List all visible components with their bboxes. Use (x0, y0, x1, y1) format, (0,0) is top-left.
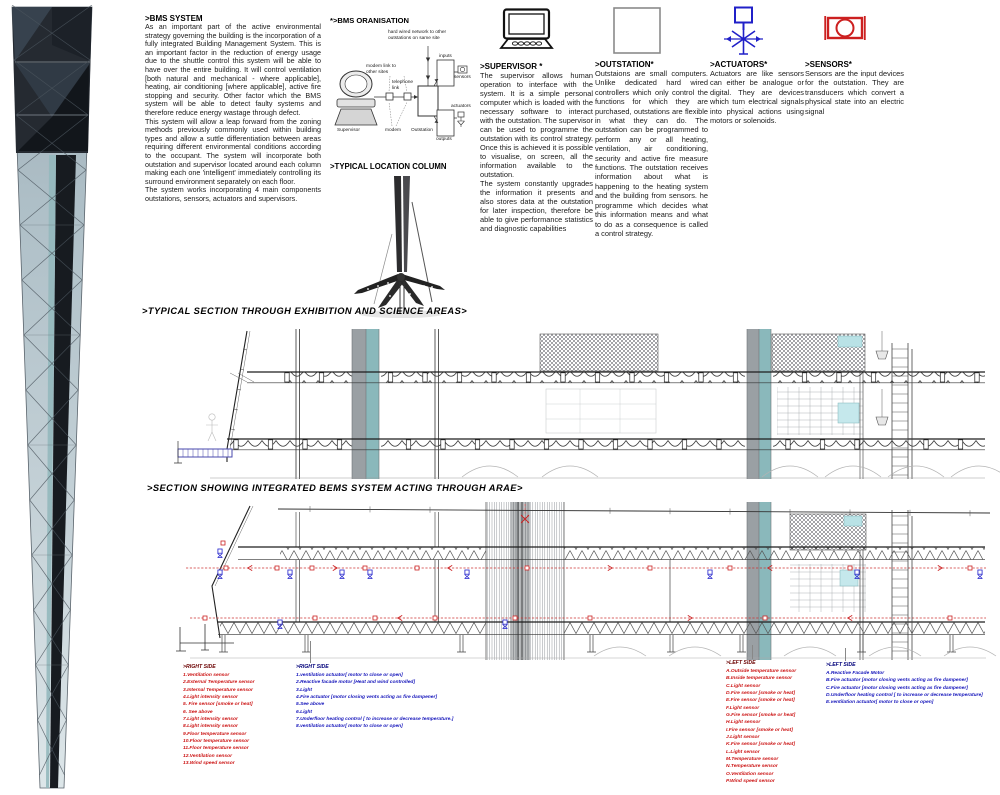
central-core-shaft (486, 502, 564, 660)
legend-item: N.Temperature sensor (726, 764, 778, 770)
legend-item: D.Fire sensor [smoke or heat] (726, 691, 796, 697)
label-inputs: inputs (439, 54, 452, 59)
label-outputs: outputs (436, 137, 452, 142)
outstation-title: >OUTSTATION* (595, 60, 654, 69)
legend-item: J.Light sensor (726, 735, 760, 741)
legend-item: L.Light sensor (726, 749, 760, 755)
outstation-box-icon (613, 7, 662, 55)
label-supervisor: Supervisor (337, 128, 360, 133)
legend-item: 5. Fire sensor [smoke or heat] (183, 702, 253, 708)
legend-leader-line (845, 648, 846, 661)
ceiling-arcs (594, 647, 996, 656)
sensors-paragraph-1: Sensors are the input devices for the outstation. They are transducers which convert a physical state into an electric signal (805, 69, 904, 116)
supervisor-title: >SUPERVISOR * (480, 62, 543, 71)
lower-truss-deck (218, 622, 985, 635)
actuator-valve-icon (722, 6, 766, 58)
bms-system-article (145, 14, 322, 203)
legend-right-actuators-title: >RIGHT SIDE (296, 664, 329, 670)
bms-system-title: >BMS SYSTEM (145, 14, 203, 23)
supervisor-paragraph-1: The supervisor allows human operation to interface with the system. It is a simple personal computer which is loaded with the necessary software to interact with the outstation. The supervisor can be used to programme the outstation with its control strategy. Once this is achieved it is possible to visualise, on screen, all the information available to the outstation. (480, 71, 593, 179)
legend-item: 1.Ventilation sensor (183, 673, 230, 678)
legend-right-sensors-items (183, 672, 255, 767)
sensors-body (805, 69, 904, 116)
bms-organisation-diagram (330, 30, 478, 162)
section-heading-bems: >SECTION SHOWING INTEGRATED BEMS SYSTEM ACTING THROUGH ARAE> (147, 483, 523, 493)
legend-leader-line (752, 645, 753, 659)
legend-item: I.Fire sensor [smoke or heat] (726, 727, 793, 733)
legend-item: P.Wind speed sensor (726, 779, 775, 785)
legend-leader-line (310, 641, 311, 663)
right-edge-louvres (892, 343, 912, 479)
legend-item: 8.ventilation actuator[ motor to close or open] (296, 724, 403, 730)
plant-blocks (540, 334, 865, 435)
legend-right-actuators (296, 664, 453, 731)
legend-left-actuators-title: >LEFT SIDE (826, 662, 856, 668)
section-drawing-exhibition (150, 329, 1000, 479)
legend-item: 1.ventilation actuator[ motor to close or open] (296, 673, 403, 678)
legend-item: O.Ventilation sensor (726, 771, 774, 777)
actuators-title: >ACTUATORS* (710, 60, 768, 69)
label-modem-link: modem link to other sites (366, 64, 396, 75)
bms-paragraph-1: As an important part of the active environmental strategy governing the building is the incorporation of a fully integrated Building Management System. This is an important factor in the reduction of energy usage due to the shuttle control this system will be able to have over the entire building. It will control ventilation [both natural and mechanical - where applicable], heating, air conditioning [where applicable], active fire stopping and security. Other factor which the BMS system will be able to detect faulty systems and therefore reduce energy wastage through defect. (145, 22, 321, 117)
legend-right-sensors (183, 664, 255, 767)
supervisor-paragraph-2: The system constantly upgrades the information it presents and also stores data at the outstation for later inspection, therefore be able to give performance statistics and diagnostic capabilities (480, 179, 593, 233)
legend-item: 13.Wind speed sensor (183, 761, 235, 767)
legend-item: F.Light sensor (726, 705, 760, 711)
sensor-icon (824, 13, 866, 43)
bms-organisation-title: *>BMS ORANISATION (330, 16, 409, 25)
legend-item: 9.Floor temperature sensor (183, 731, 247, 737)
legend-left-sensors-title: >LEFT SIDE (726, 660, 756, 666)
legend-item: E.ventilation actuator[ motor to close or open] (826, 700, 934, 706)
legend-item: C.Light sensor (726, 683, 761, 689)
legend-item: C.Fire actuator [motor closing vents acting as fire dampener] (826, 685, 968, 691)
label-outstation: Outstation (411, 128, 433, 133)
legend-item: 3.Light (296, 687, 313, 693)
legend-item: 6. See above (183, 709, 213, 715)
actuators-body (710, 69, 804, 125)
legend-item: A.Outside temperature sensor (726, 669, 797, 674)
label-actuators: actuators (451, 104, 471, 109)
legend-item: B.Fire actuator [motor closing vents acting as fire dampener] (826, 678, 968, 684)
sensors-article (805, 60, 904, 116)
legend-item: B.Inside temperature sensor (726, 676, 793, 682)
legend-item: 10.Floor temperature sensor (183, 739, 250, 745)
blue-service-beam (174, 441, 232, 463)
roofline (278, 506, 990, 516)
supervisor-body (480, 71, 593, 233)
legend-item: H.Light sensor (726, 720, 761, 726)
right-edge-louvres (892, 510, 912, 660)
typical-location-column-title: >TYPICAL LOCATION COLUMN (330, 162, 447, 171)
legend-item: 3.Internal Temperature sensor (183, 687, 253, 693)
label-telephone-link: telephone link (392, 80, 414, 91)
legend-item: K.Fire sensor [smoke or heat] (726, 742, 796, 748)
legend-item: 7.Light intensity sensor (183, 717, 238, 723)
label-modem: modem (385, 128, 401, 133)
legend-left-sensors (726, 660, 796, 786)
bms-paragraph-3: The system works incorporating 4 main components outstations, sensors, actuators and supervisors. (145, 185, 321, 203)
legend-item: 2.External Temperature sensor (183, 680, 255, 686)
legend-item: 12.Ventilation sensor (183, 753, 233, 759)
legend-item: 8.Light intensity sensor (183, 724, 238, 730)
actuators-article (710, 60, 804, 125)
service-shaft-right (747, 502, 771, 660)
structural-columns (296, 512, 863, 660)
supervisor-computer-icon (498, 8, 556, 50)
ceiling-arcs (462, 466, 1000, 477)
legend-left-actuators-items (826, 670, 983, 707)
legend-right-sensors-title: >RIGHT SIDE (183, 664, 216, 670)
deck-stiffeners (234, 373, 979, 449)
legend-item: M.Temperature sensor (726, 757, 779, 763)
section-heading-exhibition: >TYPICAL SECTION THROUGH EXHIBITION AND SCIENCE AREAS> (142, 306, 468, 316)
upper-truss-deck (238, 547, 985, 560)
outstation-paragraph-1: Outstaions are small computers. Unlike dedicated hard wired controllers which only control the functions for which they are purchased, outstations are flexible in what they can do. The outstation can be programmed to perform any or all heating, ventilation, air conditioning, security and active fire measure functions. The outstation receives information about what is happening to the heating system and the building from sensors. he programme which decides what this information means and what to do as a consequence is called a control strategy. (595, 69, 708, 238)
section-drawing-bems (150, 502, 1000, 660)
location-column-photo (352, 174, 452, 322)
tower-rendering (6, 5, 102, 790)
bms-organisation-schematic (330, 30, 478, 162)
legend-item: E.Fire sensor [smoke or heat] (726, 698, 795, 704)
legend-item: D.Underfloor heating control [ to increase or decrease temperature] (826, 693, 983, 699)
label-sensors: sensors (454, 75, 471, 80)
plant-blocks (790, 514, 866, 612)
scale-figure (206, 414, 218, 441)
legend-item: 11.Floor temperature sensor (183, 746, 249, 752)
actuators-paragraph-1: Actuators are like sensors can either be analogue or digital. They are devices which turn electrical signals into physical actions using motors or solenoids. (710, 69, 804, 126)
bms-paragraph-2: This system will allow a leap forward from the zoning methods previously commonly used within building types and allow a suttle differentiation between areas requiring different environmental conditions according to the occupant. The system will incorporate both outstation and supervisor located around each column making each one 'intelligent' immediately controlling its surround environment separately on each floor. (145, 116, 321, 186)
legend-item: G.Fire sensor [smoke or heat] (726, 713, 796, 719)
label-hard-wired-network: hard wired network to other outstations on same site (388, 30, 447, 41)
bms-system-body (145, 23, 321, 203)
legend-right-actuators-items (296, 672, 453, 731)
legend-item: 2.Reactive facade motor [Heat and wind controlled] (296, 680, 416, 686)
legend-item: 4.Fire actuator [motor closing vents acting as fire dampener] (296, 695, 438, 701)
legend-item: 6.Light (296, 709, 313, 715)
supervisor-article (480, 62, 593, 233)
legend-item: 7.Underfloor heating control [ to increase or decrease temperature.] (296, 717, 454, 723)
legend-item: 4.Light intensity sensor (183, 695, 238, 701)
legend-left-actuators (826, 662, 983, 707)
outstation-article (595, 60, 708, 238)
legend-item: 5.See above (296, 702, 325, 708)
legend-item: A.Reactive Facade Motor (826, 671, 885, 676)
outstation-body (595, 69, 708, 238)
legend-left-sensors-items (726, 668, 796, 786)
sensors-title: >SENSORS* (805, 60, 852, 69)
